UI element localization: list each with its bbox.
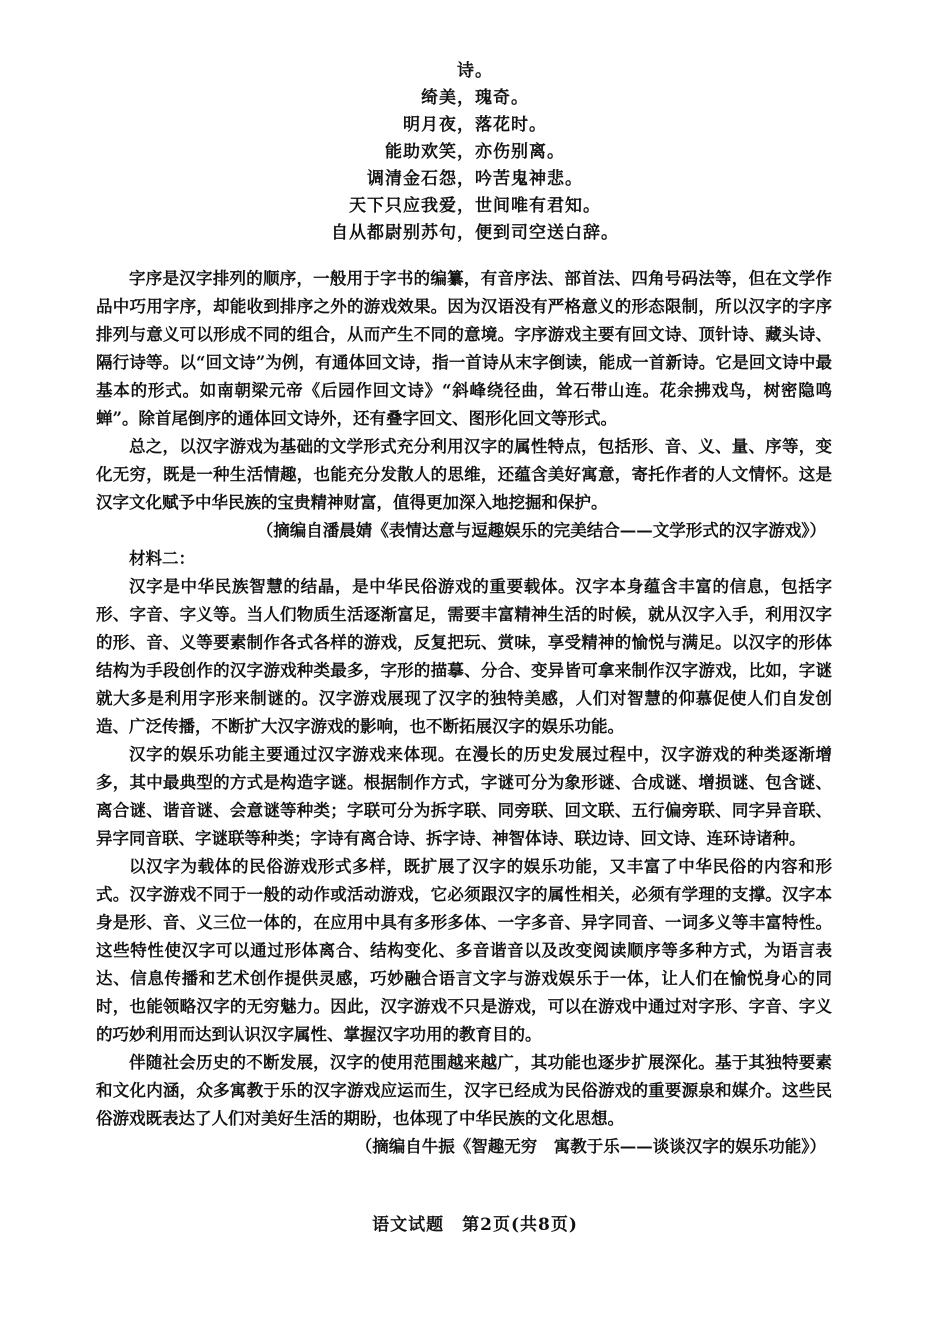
poem-line: 绮美，瑰奇。	[421, 88, 529, 108]
article-body	[96, 265, 832, 1161]
material2-paragraph: 以汉字为载体的民俗游戏形式多样，既扩展了汉字的娱乐功能，又丰富了中华民俗的内容和形式。汉字游戏不同于一般的动作或活动游戏，它必须跟汉字的属性相关，必须有学理的支撑。汉字本身是形、音、义三位一体的，在应用中具有多形多体、一字多音、异字同音、一词多义等丰富特性。这些特性使汉字可以通过形体离合、结构变化、多音谐音以及改变阅读顺序等多种方式，为语言表达、信息传播和艺术创作提供灵感，巧妙融合语言文字与游戏娱乐于一体，让人们在愉悦身心的同时，也能领略汉字的无穷魅力。因此，汉字游戏不只是游戏，可以在游戏中通过对字形、字音、字义的巧妙利用而达到认识汉字属性、掌握汉字功用的教育目的。	[96, 857, 832, 1044]
poem-block	[0, 58, 950, 247]
poem-line: 诗。	[457, 61, 493, 81]
material1-paragraph: 字序是汉字排列的顺序，一般用于字书的编纂，有音序法、部首法、四角号码法等，但在文学作品中巧用字序，却能收到排序之外的游戏效果。因为汉语没有严格意义的形态限制，所以汉字的字序排列与意义可以形成不同的组合，从而产生不同的意境。字序游戏主要有回文诗、顶针诗、藏头诗、隔行诗等。以“回文诗”为例，有通体回文诗，指一首诗从末字倒读，能成一首新诗。它是回文诗中最基本的形式。如南朝梁元帝《后园作回文诗》“斜峰绕径曲，耸石带山连。花余拂戏鸟，树密隐鸣蝉”。除首尾倒序的通体回文诗外，还有叠字回文、图形化回文等形式。	[96, 269, 832, 428]
material2-paragraph: 汉字的娱乐功能主要通过汉字游戏来体现。在漫长的历史发展过程中，汉字游戏的种类逐渐增多，其中最典型的方式是构造字谜。根据制作方式，字谜可分为象形谜、合成谜、增损谜、包含谜、离合谜、谐音谜、会意谜等种类；字联可分为拆字联、同旁联、回文联、五行偏旁联、同字异音联、异字同音联、字谜联等种类；字诗有离合诗、拆字诗、神智体诗、联边诗、回文诗、连环诗诸种。	[96, 745, 832, 848]
poem-line: 调清金石怨，吟苦鬼神悲。	[367, 169, 583, 189]
material1-paragraph: 总之，以汉字游戏为基础的文学形式充分利用汉字的属性特点，包括形、音、义、量、序等，变化无穷，既是一种生活情趣，也能充分发散人的思维，还蕴含美好寓意，寄托作者的人文情怀。这是汉字文化赋予中华民族的宝贵精神财富，值得更加深入地挖掘和保护。	[96, 437, 832, 512]
material2-citation: （摘编自牛振《智趣无穷 寓教于乐——谈谈汉字的娱乐功能》）	[355, 1137, 826, 1156]
material2-paragraph: 汉字是中华民族智慧的结晶，是中华民俗游戏的重要载体。汉字本身蕴含丰富的信息，包括字形、字音、字义等。当人们物质生活逐渐富足，需要丰富精神生活的时候，就从汉字入手，利用汉字的形、音、义等要素制作各式各样的游戏，反复把玩、赏味，享受精神的愉悦与满足。以汉字的形体结构为手段创作的汉字游戏种类最多，字形的描摹、分合、变异皆可拿来制作汉字游戏，比如，字谜就大多是利用字形来制谜的。汉字游戏展现了汉字的独特美感，人们对智慧的仰慕促使人们自发创造、广泛传播，不断扩大汉字游戏的影响，也不断拓展汉字的娱乐功能。	[96, 577, 832, 736]
poem-line: 能助欢笑，亦伤别离。	[385, 142, 565, 162]
material2-paragraph: 伴随社会历史的不断发展，汉字的使用范围越来越广，其功能也逐步扩展深化。基于其独特要素和文化内涵，众多寓教于乐的汉字游戏应运而生，汉字已经成为民俗游戏的重要源泉和媒介。这些民俗游戏既表达了人们对美好生活的期盼，也体现了中华民族的文化思想。	[96, 1053, 832, 1128]
material2-heading: 材料二：	[129, 549, 195, 568]
poem-line: 明月夜，落花时。	[403, 115, 547, 135]
material1-citation: （摘编自潘晨婧《表情达意与逗趣娱乐的完美结合——文学形式的汉字游戏》）	[256, 521, 826, 540]
poem-line: 自从都尉别苏句，便到司空送白辞。	[331, 223, 619, 243]
poem-line: 天下只应我爱，世间唯有君知。	[349, 196, 601, 216]
page-footer: 语文试题 第2页(共8页)	[372, 1215, 578, 1235]
